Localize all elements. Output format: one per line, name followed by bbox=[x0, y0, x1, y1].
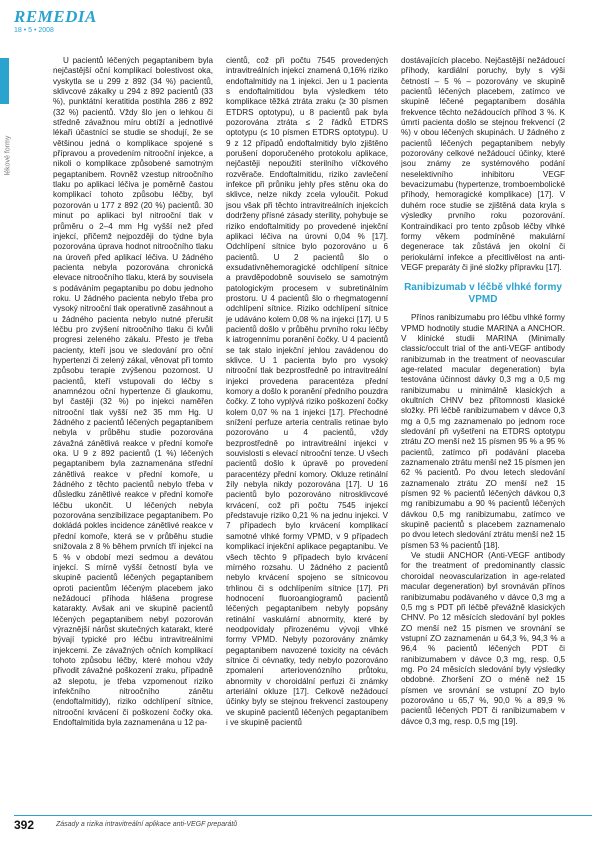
paragraph: Přínos ranibizumabu pro léčbu vlhké formy VPMD hodnotily studie MARINA a ANCHOR. V klinické studii MARINA (Minimally classic/occult trial of the anti-VEGF antibody ranibizumab in the treatment of neovascular age-related macular degeneration) byla testována účinnost dávky 0,3 mg a 0,5 mg ranibizumabu u minimálně klasických a okultních CHNV bez přítomnosti klasické složky. Při léčbě ranibizumabem v dávce 0,3 mg a 0,5 mg zaznamenalo po jednom roce sledování při vyšetření na ETDRS optotypu ztrátu ZO menší než 15 písmen 95 % a 95 % pacientů, zatímco při podávání placeba zaznamenalo ztrátu menší než 15 písmen jen 62 % pacientů. Po dvou letech sledování zaznamenalo ztrátu ZO menší než 15 písmen 92 % pacientů léčených dávkou 0,3 mg ranibizumabu a 90 % pacientů léčených dávkou 0,5 mg ranibizumabu, zatímco ve skupině pacientů s placebem zaznamenalo po dvou letech sledování ztrátu menší než 15 písmen 53 % pacientů [18]. bbox=[401, 313, 565, 550]
journal-title: REMEDIA bbox=[14, 7, 97, 26]
paragraph: cientů, což při počtu 7545 provedených intravitreálních injekcí znamená 0,16% riziko endoftalmitidy na 1 injekci. Jen u 1 pacienta s endoftalmitidou byla výsledkem této komplikace těžká ztráta zraku (≥ 30 písmen ETDRS optotypu), u 8 pacientů pak byla pozorována ztráta ≤ 2 řádků ETDRS optotypu (≤ 10 písmen ETDRS optotypu). U 9 z 12 případů endoftalmitidy bylo zjištěno porušení doporučeného protokolu aplikace, nejčastěji nepoužití sterilního víčkového rozvěrače. Endoftalmitidu, riziko zavlečení infekce při průniku jehly přes stěnu oka do sklivce, nelze nikdy zcela vyloučit. Pokud jsou však při těchto intravitreálních injekcích dodrženy přísné zásady sterility, pohybuje se riziko endoftalmitidy po provedené injekční aplikaci léčiva na úrovni 0,04 % [17]. Odchlípení sítnice bylo pozorováno u 6 pacientů. U 2 pacientů šlo o exsudativněhemoragické odchlípení sítnice a pravděpodobně souviselo se samotným patologickým procesem v subretinálním prostoru. U 4 pacientů šlo o rhegmatogenní odchlípení sítnice. Riziko odchlípení sítnice je udáváno kolem 0,08 % na injekci [17]. U 5 pacientů došlo v průběhu prvního roku léčby k iatrogennímu poranění čočky. U 4 pacientů se tak stalo injekční jehlou zavádenou do sklivce. U 1 pacienta bylo pro vysoký nitrooční tlak bezprostředně po intravitreální injekci provedena paracentéza přední komory a došlo k poranění předního pouzdra čočky. Z toho vyplývá riziko poškození čočky kolem 0,07 % na 1 injekci [17]. Přechodné snížení perfuze arteria centralis retinae bylo pozorováno u 4 pacientů, vždy bezprostředně po intravitreální injekci v souvislosti s elevací nitrooční tenze. U všech pacientů došlo k úpravě po provedení paracentézy přední komory. Okluze retinální žíly nebyla nikdy pozorována [17]. U 16 pacientů bylo pozorováno nitrosklivcové krvácení, což při počtu 7545 injekcí představuje riziko 0,21 % na jednu injekci. V 7 případech bylo krvácení komplikací samotné vlhké formy VPMD, v 9 případech komplikací injekční aplikace pegaptanibu. Ve všech těchto 9 případech bylo krvácení mírného rozsahu. U žádného z pacientů nebylo krvácení spojeno se sítnicovou trhlinou či s odchlípením sítnice [17]. Při hodnocení fluoroangiogramů pacientů léčených pegaptanibem nebyly popsány retinální vaskulární abnormity, které by neodpovídaly přirozenému vývoji vlhké formy VPMD. Nebyly pozorovány známky pegaptanibem navozené toxicity na cévách sítnice či cévnatky, tedy nebylo pozorováno zpomalení arteriovenózního průtoku, abnormity v choroidální perfuzi či známky arteriální okluze [17]. Celkově nežádoucí účinky byly se stejnou frekvencí zastoupeny ve skupině pacientů léčených pegaptanibem i ve skupině pacientů bbox=[226, 56, 388, 727]
section-tab-marker bbox=[0, 58, 9, 104]
paragraph: U pacientů léčených pegaptanibem byla nejčastější oční komplikací bolestivost oka, vyskytla se u 299 z 892 (34 %) pacientů, sklivcové zákalky u 294 z 892 pacientů (33 %), punktátní keratitida postihla 286 z 892 (32 %) pacientů. Vždy šlo jen o lehkou či středně závažnou míru obtíží a jednotlivé lékaři účastnící se studie se shodují, že se většinou jedná o komplikace spojené s přípravou a provedením nitrooční injekce, a nikoli o komplikace způsobené samotným pegaptanibem. Rovněž vzestup nitroočního tlaku po aplikaci léčiva je poměrně častou komplikací tohoto způsobu léčby, byl pozorován u 177 z 892 (20 %) pacientů. 30 minut po aplikaci byl nitrooční tlak v průměru o 2–4 mm Hg vyšší než před injekcí, přičemž nejpozději do týdne byla pozorována úprava hodnot nitroočního tlaku na úroveň před aplikací léčiva. U žádného pacienta nebyla pozorována chronická elevace nitroočního tlaku, která by souvisela s podáváním pegaptanibu po dobu jednoho roku. U žádného pacienta nebylo třeba pro vysoký nitrooční tlak operativně zasáhnout a u žádného pacienta nebylo nutné přerušit léčbu pro zvýšení nitroočního tlaku či kvůli progresi zeleného zákalu. Přesto je třeba pacienty, kteří jsou ve sledování pro oční hypertenzi či zelený zákal, věnovat při tomto způsobu terapie zvýšenou pozornost. U pacientů, kteří vstupovali do léčby s anamnézou oční hypertenze či glaukomu, byl častěji (32 %) po injekci naměřen nitrooční tlak vyšší než 35 mm Hg. U žádného z pacientů léčených pegaptanibem nebyla v průběhu studie pozorována závažná zánětlivá reakce v přední komoře oka. U 9 z 892 pacientů (1 %) léčených pegaptanibem byla zaznamenána střední zánětlivá reakce v přední komoře, u žádného z těchto pacientů nebylo třeba v důsledku zánětlivé reakce v přední komoře léčbu ukončit. U léčených nebyla pozorována senzibilizace pegaptanibem. Po dokládá pokles incidence zánětlivé reakce v přední komoře, která se v průběhu studie snižovala z 8 % během prvních tří injekcí na 5 % v období mezi sedmou a devátou injekcí. S mírně vyšší četností byla ve skupině pacientů léčených pegaptanibem oproti pacientům léčeným placebem jako nežádoucí příhoda hlášena progrese katarakty. Avšak ani ve skupině pacientů léčených pegaptanibem nebyl pozorován výraznější nárůst skutečných katarakt, které bývají typické pro léčbu intravitreálními injekcemi. Ze závažných očních komplikací tohoto způsobu léčby, které mohou vždy přivodit závažné poškození zraku, případně až slepotu, je třeba vzpomenout riziko infekčního nitroočního zánětu (endoftalmitidy), riziko odchlípení sítnice, nitrooční krvácení či poškození čočky oka. Endoftalmitida byla zaznamenána u 12 pa- bbox=[53, 56, 213, 727]
journal-brand bbox=[14, 8, 97, 34]
section-heading: Ranibizumab v léčbě vlhké formy VPMD bbox=[404, 282, 562, 306]
issue-date: 18 • 5 • 2008 bbox=[14, 27, 54, 34]
text-column-2 bbox=[226, 56, 388, 796]
paragraph: dostávajících placebo. Nejčastější nežádoucí příhody, kardiální poruchy, byly s výši četností – 5 % – pozorovány ve skupině pacientů léčených placebem, zatímco ve skupině léčené pegaptanibem dosáhla frekvence těchto nežádoucích příhod 3 %. K úmrtí pacienta došlo se stejnou frekvencí (2 %) v obou léčených skupinách. U žádného z pacientů léčených pegaptanibem nebyly pozorovány celkové nežádoucí účinky, které jsou známy ze systémového podání neselektivního inhibitoru VEGF bevacizumabu (hypertenze, tromboembolické příhody, hemoragické komplikace) [17]. V duhém roce studie se zjištěná data kryla s výsledky prvního roku pozorování. Kontraindikací pro tento způsob léčby vlhké formy věkem podmíněné makulární degenerace tak zůstává jen okolní či periokulární infekce a přecitlivělost na anti-VEGF preparáty či jiné složky přípravku [17]. bbox=[401, 56, 565, 272]
running-title: Zásady a rizika intravitreální aplikace anti-VEGF preparátů bbox=[56, 821, 238, 828]
section-label bbox=[0, 118, 10, 198]
text-column-1 bbox=[53, 56, 213, 796]
footer-divider bbox=[14, 815, 592, 816]
text-column-3 bbox=[401, 56, 565, 796]
paragraph: Ve studii ANCHOR (Anti-VEGF antibody for the treatment of predominantly classic choroidal neovascularization in age-related macular degeneration) byl srovnáván přínos ranibizumabu podávaného v dávce 0,3 mg a 0,5 mg s PDT při léčbě převážně klasických CHNV. Po 12 měsících sledování byl pokles ZO menší než 15 písmen ve srovnání se vstupní ZO zaznamenán u 64,3 %, 94,3 % a 96,4 % pacientů léčených PDT či ranibizumabem v dávce 0,3 mg, resp. 0,5 mg. Po 24 měsících sledování byly výsledky obdobné. Zhoršení ZO o méně než 15 písmen ve srovnání se vstupní ZO bylo pozorováno u 65,7 %, 90,0 % a 89,9 % pacientů léčených PDT či ranibizumabem v dávce 0,3 mg, resp. 0,5 mg [19]. bbox=[401, 551, 565, 726]
page-number: 392 bbox=[14, 818, 35, 832]
section-label-text: lékové formy bbox=[4, 135, 12, 176]
